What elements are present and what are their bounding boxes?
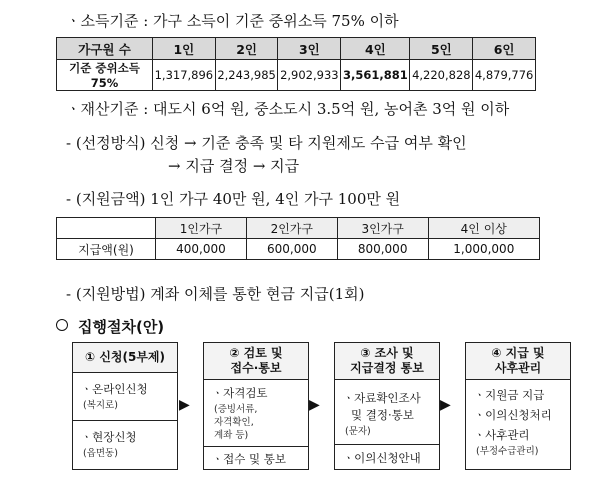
step-3-item-investigate: ㆍ자료확인조사 — [343, 391, 421, 405]
header-5p: 5인 — [410, 38, 473, 60]
step-1-sub-onsite: (읍면동) — [83, 448, 118, 459]
header-blank — [57, 218, 156, 239]
header-2-household: 2인가구 — [246, 218, 337, 239]
arrow-icon: ▶ — [179, 397, 190, 413]
value-2p: 2,243,985 — [215, 60, 278, 91]
step-4-item-appeal: ㆍ이의신청처리 — [474, 408, 552, 422]
header-3p: 3인 — [278, 38, 341, 60]
step-2-item-notify: ㆍ접수 및 통보 — [212, 452, 286, 466]
step-4-item-payment: ㆍ지원금 지급 — [474, 388, 545, 402]
income-threshold-table — [56, 37, 536, 91]
header-household-size: 가구원 수 — [57, 38, 153, 60]
income-criteria: ㆍ소득기준 : 가구 소득이 기준 중위소득 75% 이하 — [66, 12, 399, 30]
step-2-header-line2: 접수·통보 — [230, 361, 282, 375]
arrow-icon: ▶ — [309, 397, 320, 413]
step-2-item-review: ㆍ자격검토 — [212, 386, 268, 400]
step-1-header: ① 신청(5부제) — [73, 343, 177, 373]
step-3-item-decide: 및 결정·통보 — [351, 408, 414, 422]
step-3-box — [334, 342, 440, 470]
step-4-header-line1: ④ 지급 및 — [491, 346, 545, 360]
step-1-item-online: ㆍ온라인신청 — [81, 382, 148, 396]
step-3-item-appeal-guide: ㆍ이의신청안내 — [343, 451, 421, 465]
step-2-header — [204, 343, 308, 380]
row-label-median-income: 기준 중위소득 75% — [57, 60, 153, 91]
step-2-box — [203, 342, 309, 470]
header-1-household: 1인가구 — [156, 218, 247, 239]
step-3-header-line1: ③ 조사 및 — [360, 346, 414, 360]
step-4-sub-fraud: (부정수급관리) — [476, 446, 539, 457]
value-6p: 4,879,776 — [473, 60, 536, 91]
procedure-title: 집행절차(안) — [78, 318, 165, 336]
step-4-header-line2: 사후관리 — [494, 361, 542, 375]
property-criteria: ㆍ재산기준 : 대도시 6억 원, 중소도시 3.5억 원, 농어촌 3억 원 이하 — [66, 100, 510, 118]
support-method: - (지원방법) 계좌 이체를 통한 현금 지급(1회) — [66, 285, 365, 303]
amount-4plus: 1,000,000 — [428, 239, 539, 260]
step-2-sub-a: (증빙서류, — [214, 404, 258, 415]
amount-2: 600,000 — [246, 239, 337, 260]
circle-bullet-icon — [56, 319, 68, 331]
procedure-heading — [56, 316, 164, 337]
header-4plus-household: 4인 이상 — [428, 218, 539, 239]
step-1-box — [72, 342, 178, 470]
step-3-header-line2: 지급결정 통보 — [350, 361, 424, 375]
value-4p: 3,561,881 — [341, 60, 410, 91]
payment-amount-table — [56, 217, 540, 260]
step-4-header — [466, 343, 570, 380]
header-6p: 6인 — [473, 38, 536, 60]
row-label-payment: 지급액(원) — [57, 239, 156, 260]
selection-method: - (선정방식) 신청 → 기준 충족 및 타 지원제도 수급 여부 확인 — [66, 134, 467, 152]
amount-3: 800,000 — [337, 239, 428, 260]
step-1-sub-online: (복지로) — [83, 400, 118, 411]
step-2-sub-c: 계좌 등) — [214, 430, 249, 441]
value-5p: 4,220,828 — [410, 60, 473, 91]
selection-method-cont: → 지급 결정 → 지급 — [168, 157, 300, 175]
header-3-household: 3인가구 — [337, 218, 428, 239]
support-amount: - (지원금액) 1인 가구 40만 원, 4인 가구 100만 원 — [66, 190, 401, 208]
value-1p: 1,317,896 — [153, 60, 216, 91]
step-2-sub-b: 자격확인, — [214, 417, 254, 428]
arrow-icon: ▶ — [440, 397, 451, 413]
header-4p: 4인 — [341, 38, 410, 60]
amount-1: 400,000 — [156, 239, 247, 260]
step-4-box — [465, 342, 571, 470]
step-3-header — [335, 343, 439, 380]
step-2-header-line1: ② 검토 및 — [229, 346, 283, 360]
step-3-sub-sms: (문자) — [345, 426, 371, 437]
header-1p: 1인 — [153, 38, 216, 60]
step-4-item-followup: ㆍ사후관리 — [474, 428, 530, 442]
header-2p: 2인 — [215, 38, 278, 60]
step-1-item-onsite: ㆍ현장신청 — [81, 430, 137, 444]
value-3p: 2,902,933 — [278, 60, 341, 91]
